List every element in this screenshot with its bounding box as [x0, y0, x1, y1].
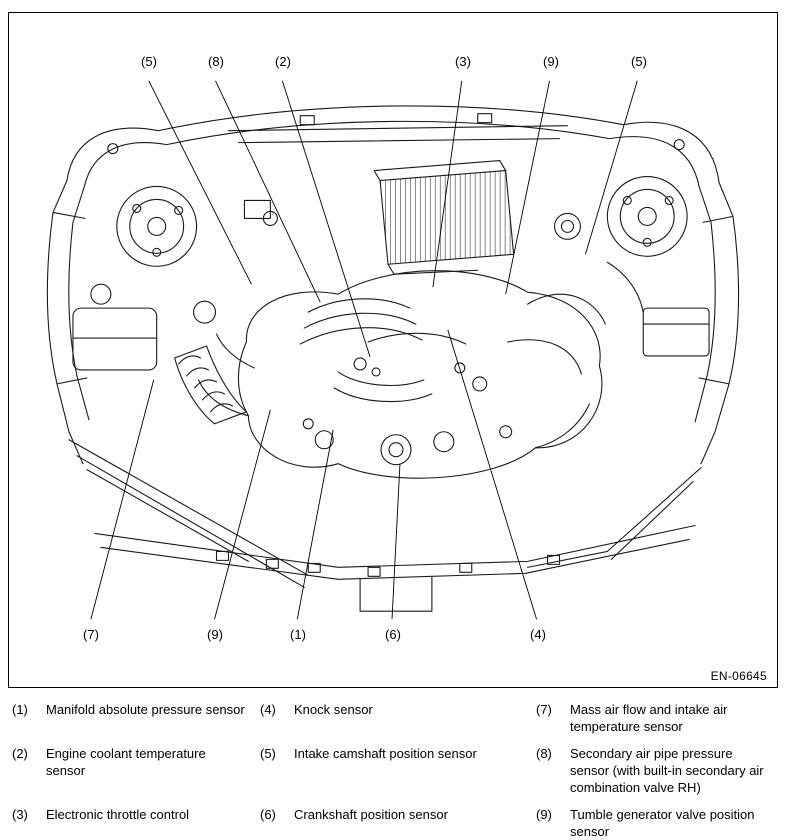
legend-item-6: [260, 807, 528, 840]
legend-item-5-desc: Intake camshaft position sensor: [294, 746, 477, 762]
legend-item-8-desc: Secondary air pipe pressure sensor (with built-in secondary air combination valve RH): [570, 746, 764, 795]
legend-item-2: [12, 746, 252, 796]
callout-bottom-4: (4): [530, 627, 546, 642]
legend-item-1: [12, 702, 252, 735]
callout-bottom-9: (9): [207, 627, 223, 642]
engine-line-art: [47, 106, 738, 611]
legend-item-7-number: (7): [536, 702, 552, 717]
legend-item-1-desc: Manifold absolute pressure sensor: [46, 702, 245, 717]
legend-item-4-desc: Knock sensor: [294, 702, 373, 717]
legend-item-5: [260, 746, 528, 796]
legend-item-8-number: (8): [536, 746, 552, 762]
engine-bay-drawing: [9, 13, 777, 687]
callout-top-8: (8): [208, 54, 224, 69]
callout-top-5-right: (5): [631, 54, 647, 69]
legend-item-3-number: (3): [12, 807, 28, 823]
legend-item-6-number: (6): [260, 807, 276, 823]
legend-item-4-number: (4): [260, 702, 276, 717]
leader-lines: [91, 81, 637, 619]
legend-item-6-desc: Crankshaft position sensor: [294, 807, 448, 823]
legend-item-9-desc: Tumble generator valve position sensor: [570, 807, 755, 839]
legend-item-3-desc: Electronic throttle control: [46, 807, 190, 823]
legend-item-4: [260, 702, 528, 735]
callout-bottom-1: (1): [290, 627, 306, 642]
legend-item-1-number: (1): [12, 702, 28, 717]
legend-item-7-desc: Mass air flow and intake air temperature sensor: [570, 702, 728, 734]
legend-item-5-number: (5): [260, 746, 276, 762]
callout-top-9: (9): [543, 54, 559, 69]
legend-item-9-number: (9): [536, 807, 552, 823]
callout-top-5-left: (5): [141, 54, 157, 69]
legend-item-7: [536, 702, 778, 735]
legend: [0, 702, 786, 840]
legend-item-2-number: (2): [12, 746, 28, 762]
callout-bottom-6: (6): [385, 627, 401, 642]
figure-code: EN-06645: [710, 669, 767, 683]
callout-top-3: (3): [455, 54, 471, 69]
legend-item-8: [536, 746, 778, 796]
callout-bottom-7: (7): [83, 627, 99, 642]
callout-top-2: (2): [275, 54, 291, 69]
legend-item-9: [536, 807, 778, 840]
diagram-frame: [8, 12, 778, 688]
legend-item-3: [12, 807, 252, 840]
legend-item-2-desc: Engine coolant temperature sensor: [46, 746, 206, 778]
